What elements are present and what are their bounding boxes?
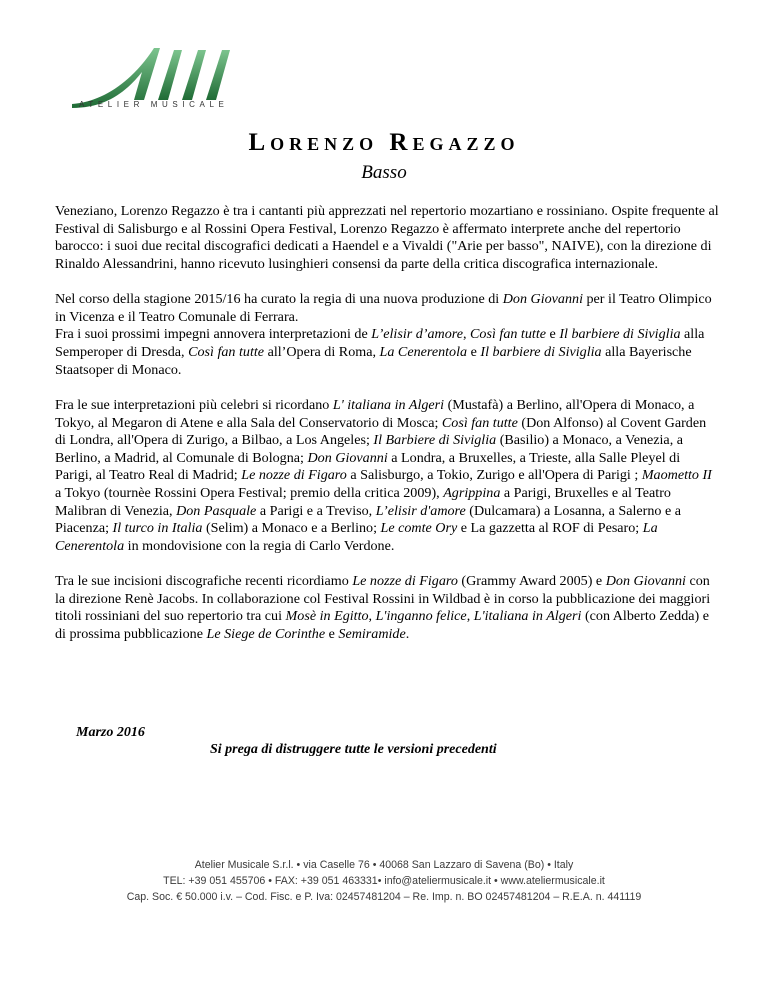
version-notice: Si prega di distruggere tutte le versioni precedenti — [210, 742, 497, 757]
bio-paragraph-4: Tra le sue incisioni discografiche recenti ricordiamo Le nozze di Figaro (Grammy Award 2005) e Don Giovanni con la direzione Renè Jacobs. In collaborazione col Festival Rossini in Wildbad è in corso la pubblicazione dei maggiori titoli rossiniani del suo repertorio tra cui Mosè in Egitto, L'inganno felice, L'italiana in Algeri (con Alberto Zedda) e di prossima pubblicazione Le Siege de Corinthe e Semiramide. — [55, 573, 711, 642]
artist-role: Basso — [361, 162, 407, 183]
document-date: Marzo 2016 — [76, 725, 145, 740]
footer-contacts: TEL: +39 051 455706 • FAX: +39 051 463331• info@ateliermusicale.it • www.ateliermusicale.it — [163, 875, 605, 887]
footer-registration: Cap. Soc. € 50.000 i.v. – Cod. Fisc. e P. Iva: 02457481204 – Re. Imp. n. BO 02457481204 – R.E.A. n. 441119 — [126, 891, 642, 903]
bio-paragraph-2: Nel corso della stagione 2015/16 ha curato la regia di una nuova produzione di Don Giovanni per il Teatro Olimpico in Vicenza e il Teatro Comunale di Ferrara. Fra i suoi prossimi impegni annovera interpretazioni de L’elisir d’amore, Così fan tutte e Il barbiere di Siviglia alla Semperoper di Dresda, Così fan tutte all’Opera di Roma, La Cenerentola e Il barbiere di Siviglia alla Bayerische Staatsoper di Monaco. — [55, 291, 712, 378]
company-footer — [0, 857, 768, 905]
bio-paragraph-1: Veneziano, Lorenzo Regazzo è tra i cantanti più apprezzati nel repertorio mozartiano e rossiniano. Ospite frequente al Festival di Salisburgo e al Rossini Opera Festival, Lorenzo Regazzo è affermato interprete anche del repertorio barocco: i suoi due recital discografici dedicati a Haendel e a Vivaldi ("Arie per basso", NAIVE), con la direzione di Rinaldo Alessandrini, hanno ricevuto lusinghieri consensi da parte della critica discografica internazionale. — [55, 203, 719, 272]
biography — [55, 203, 720, 661]
footer-address: Atelier Musicale S.r.l. • via Caselle 76 • 40068 San Lazzaro di Savena (Bo) • Italy — [194, 859, 574, 871]
artist-name: Lorenzo Regazzo — [248, 129, 520, 156]
logo-wordmark: ATELIER MUSICALE — [79, 100, 229, 109]
bio-paragraph-3: Fra le sue interpretazioni più celebri si ricordano L' italiana in Algeri (Mustafà) a Berlino, all'Opera di Monaco, a Tokyo, al Megaron di Atene e alla Sala del Conservatorio di Mosca; Così fan tutte (Don Alfonso) al Covent Garden di Londra, all'Opera di Zurigo, a Bilbao, a Los Angeles; Il Barbiere di Siviglia (Basilio) a Monaco, a Venezia, a Berlino, a Madrid, al Comunale di Bologna; Don Giovanni a Londra, a Bruxelles, a Trieste, alla Salle Pleyel di Parigi, al Teatro Real di Madrid; Le nozze di Figaro a Salisburgo, a Tokio, Zurigo e all'Opera di Parigi ; Maometto II a Tokyo (tournèe Rossini Opera Festival; premio della critica 2009), Agrippina a Parigi, Bruxelles e al Teatro Malibran di Venezia, Don Pasquale a Parigi e a Treviso, L’elisir d'amore (Dulcamara) a Losanna, a Salerno e a Piacenza; Il turco in Italia (Selim) a Monaco e a Berlino; Le comte Ory e La gazzetta al ROF di Pesaro; La Cenerentola in mondovisione con la regia di Carlo Verdone. — [55, 396, 712, 554]
